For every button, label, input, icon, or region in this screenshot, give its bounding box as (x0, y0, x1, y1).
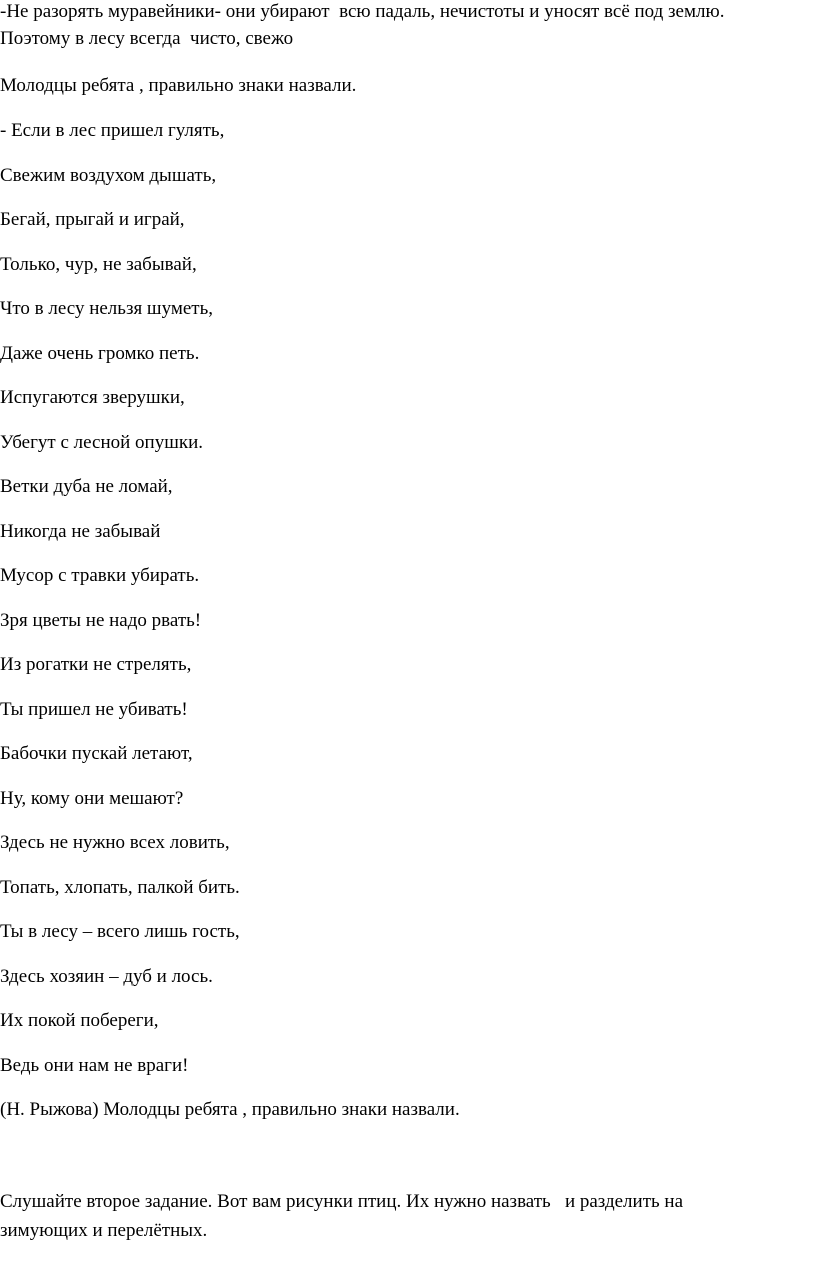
intro-line-1: -Не разорять муравейники- они убирают всю падаль, нечистоты и уносят всё под землю. (0, 1, 725, 22)
task-line-2: зимующих и перелётных. (0, 1220, 208, 1241)
poem-line: Ты пришел не убивать! (0, 699, 188, 720)
poem-line: Испугаются зверушки, (0, 387, 185, 408)
poem-line: Из рогатки не стрелять, (0, 654, 192, 675)
intro-line-2: Поэтому в лесу всегда чисто, свежо (0, 28, 294, 49)
poem-line: Мусор с травки убирать. (0, 565, 200, 586)
poem-line: Ведь они нам не враги! (0, 1055, 189, 1076)
praise-line: Молодцы ребята , правильно знаки назвали. (0, 75, 357, 96)
poem-line: Бегай, прыгай и играй, (0, 209, 185, 230)
poem-line: Только, чур, не забывай, (0, 254, 197, 275)
poem-line: Здесь не нужно всех ловить, (0, 832, 230, 853)
poem-line: - Если в лес пришел гулять, (0, 120, 225, 141)
poem-line: Что в лесу нельзя шуметь, (0, 298, 213, 319)
poem-line: Никогда не забывай (0, 521, 161, 542)
poem-line: Ну, кому они мешают? (0, 788, 184, 809)
poem-line: Здесь хозяин – дуб и лось. (0, 966, 213, 987)
poem-line: Бабочки пускай летают, (0, 743, 193, 764)
poem-line: Ветки дуба не ломай, (0, 476, 173, 497)
poem-line: Даже очень громко петь. (0, 343, 200, 364)
poem-line: Зря цветы не надо рвать! (0, 610, 202, 631)
task-line-1: Слушайте второе задание. Вот вам рисунки птиц. Их нужно назвать и разделить на (0, 1191, 684, 1212)
poem-line: Ты в лесу – всего лишь гость, (0, 921, 240, 942)
poem-line: Свежим воздухом дышать, (0, 165, 217, 186)
attribution-praise-line: (Н. Рыжова) Молодцы ребята , правильно знаки назвали. (0, 1099, 460, 1120)
poem-line: Убегут с лесной опушки. (0, 432, 203, 453)
poem-line: Их покой побереги, (0, 1010, 159, 1031)
poem-line: Топать, хлопать, палкой бить. (0, 877, 240, 898)
